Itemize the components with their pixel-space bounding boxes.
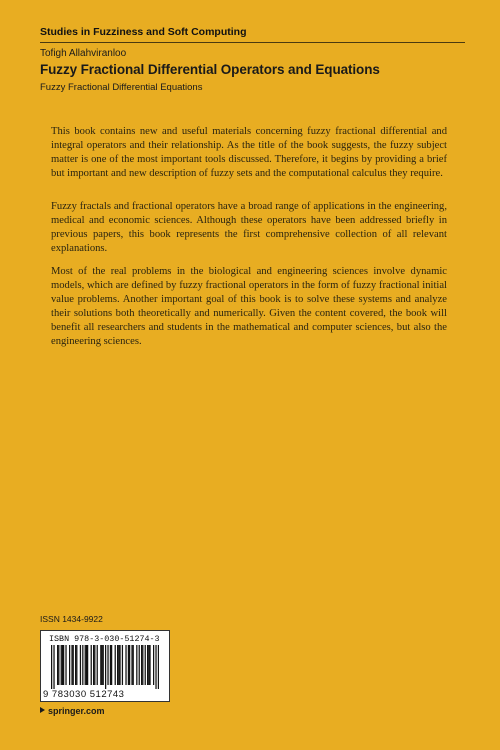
barcode-bar	[85, 645, 86, 685]
isbn-label: ISBN 978-3-030-51274-3	[49, 634, 160, 644]
barcode-bar	[100, 645, 101, 685]
barcode-bar	[148, 645, 149, 685]
series-title: Studies in Fuzziness and Soft Computing	[40, 26, 247, 38]
barcode-bar	[97, 645, 98, 685]
barcode-bar	[131, 645, 132, 685]
barcode-bar	[110, 645, 111, 685]
barcode-bar	[122, 645, 123, 685]
barcode-bar	[141, 645, 142, 685]
barcode-bar	[63, 645, 64, 685]
barcode-bar	[91, 645, 92, 685]
barcode-bar	[149, 645, 150, 685]
blurb-paragraph-3: Most of the real problems in the biological and engineering sciences involve dynamic models, which are defined by fuzzy fractional operators in the form of fuzzy fractional initial value problems. Another important goal of this book is to solve these systems and analyze their solutions both theoretically and numerically. Given the content covered, the book will benefit all researchers and students in the mathematical and computer sciences, but also the engineering sciences.	[51, 266, 447, 347]
barcode-bar	[86, 645, 87, 685]
blurb-paragraph-2: Fuzzy fractals and fractional operators have a broad range of applications in the engineering, medical and economic sciences. Although these operators have been addressed briefly in previous papers, this book represents the first comprehensive collection of all relevant explanations.	[51, 201, 447, 254]
arrow-icon	[40, 707, 45, 713]
barcode-bar	[136, 645, 137, 685]
barcode-bar	[101, 645, 102, 685]
barcode-bar	[53, 645, 54, 689]
barcode-bar	[139, 645, 140, 685]
barcode-bar	[57, 645, 58, 685]
barcode-bar	[105, 645, 106, 689]
barcode-bar	[129, 645, 130, 685]
barcode-bar	[80, 645, 81, 685]
barcode-bar	[125, 645, 126, 685]
book-title: Fuzzy Fractional Differential Operators and Equations	[40, 62, 380, 77]
barcode-bar	[117, 645, 118, 685]
barcode-bar	[73, 645, 74, 685]
barcode-digits: 9 783030 512743	[43, 689, 125, 700]
barcode-bar	[133, 645, 134, 685]
barcode-bar	[158, 645, 159, 689]
barcode-bar	[69, 645, 70, 685]
barcode-bar	[145, 645, 146, 685]
issn-label: ISSN 1434-9922	[40, 614, 103, 624]
barcode-bar	[58, 645, 59, 685]
barcode-bar	[118, 645, 119, 685]
barcode-bar	[119, 645, 120, 685]
barcode-bar	[75, 645, 76, 685]
barcode-bar	[155, 645, 156, 689]
barcode-bar	[51, 645, 52, 689]
barcode-bar	[103, 645, 104, 685]
isbn-barcode	[40, 630, 170, 702]
barcode-bar	[153, 645, 154, 685]
barcode-bar	[111, 645, 112, 685]
barcode-bar	[93, 645, 94, 685]
barcode-bar	[82, 645, 83, 685]
barcode-bar	[62, 645, 63, 685]
barcode-bar	[65, 645, 66, 685]
barcode-bar	[128, 645, 129, 685]
barcode-bar	[87, 645, 88, 685]
book-subtitle: Fuzzy Fractional Differential Equations	[40, 82, 203, 93]
barcode-bar	[107, 645, 108, 685]
barcode-bar	[71, 645, 72, 685]
barcode-bar	[61, 645, 62, 685]
barcode-bar	[115, 645, 116, 685]
barcode-bars	[51, 645, 159, 689]
header-rule	[40, 42, 465, 43]
publisher-link[interactable]	[40, 706, 105, 716]
publisher-label: springer.com	[48, 706, 105, 716]
barcode-bar	[147, 645, 148, 685]
author-name: Tofigh Allahviranloo	[40, 48, 127, 59]
barcode-bar	[76, 645, 77, 685]
barcode-bar	[142, 645, 143, 685]
blurb-paragraph-1: This book contains new and useful materials concerning fuzzy fractional differential and integral operators and their relationship. As the title of the book suggests, the fuzzy subject matter is one of the most important tools discussed. Therefore, it begins by providing a brief but important and new description of fuzzy sets and the computational calculus they require.	[51, 126, 447, 179]
barcode-bar	[94, 645, 95, 685]
